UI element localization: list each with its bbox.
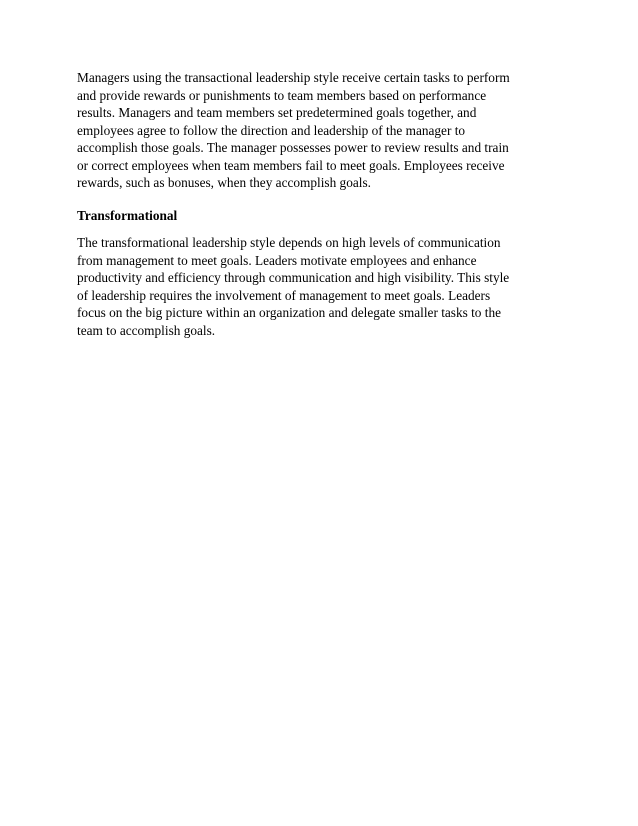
text-line: employees agree to follow the direction and leadership of the manager to bbox=[77, 122, 466, 138]
section-heading: Transformational bbox=[77, 207, 178, 223]
text-line: of leadership requires the involvement of management to meet goals. Leaders bbox=[77, 287, 491, 303]
paragraph-transactional bbox=[77, 69, 557, 192]
text-line: The transformational leadership style depends on high levels of communication bbox=[77, 235, 501, 250]
text-line: results. Managers and team members set predetermined goals together, and bbox=[77, 105, 477, 120]
text-line: focus on the big picture within an organization and delegate smaller tasks to the bbox=[77, 305, 502, 320]
text-line: Managers using the transactional leadership style receive certain tasks to perform bbox=[77, 70, 510, 85]
text-line: team to accomplish goals. bbox=[77, 322, 216, 338]
text-line: accomplish those goals. The manager possesses power to review results and train bbox=[77, 140, 509, 155]
text-line: from management to meet goals. Leaders motivate employees and enhance bbox=[77, 252, 477, 268]
text-line: and provide rewards or punishments to team members based on performance bbox=[77, 87, 487, 103]
text-line: or correct employees when team members fail to meet goals. Employees receive bbox=[77, 157, 505, 173]
text-line: productivity and efficiency through communication and high visibility. This style bbox=[77, 270, 510, 285]
document-body bbox=[77, 69, 557, 339]
paragraph-transformational bbox=[77, 234, 557, 339]
text-line: rewards, such as bonuses, when they accomplish goals. bbox=[77, 175, 371, 190]
